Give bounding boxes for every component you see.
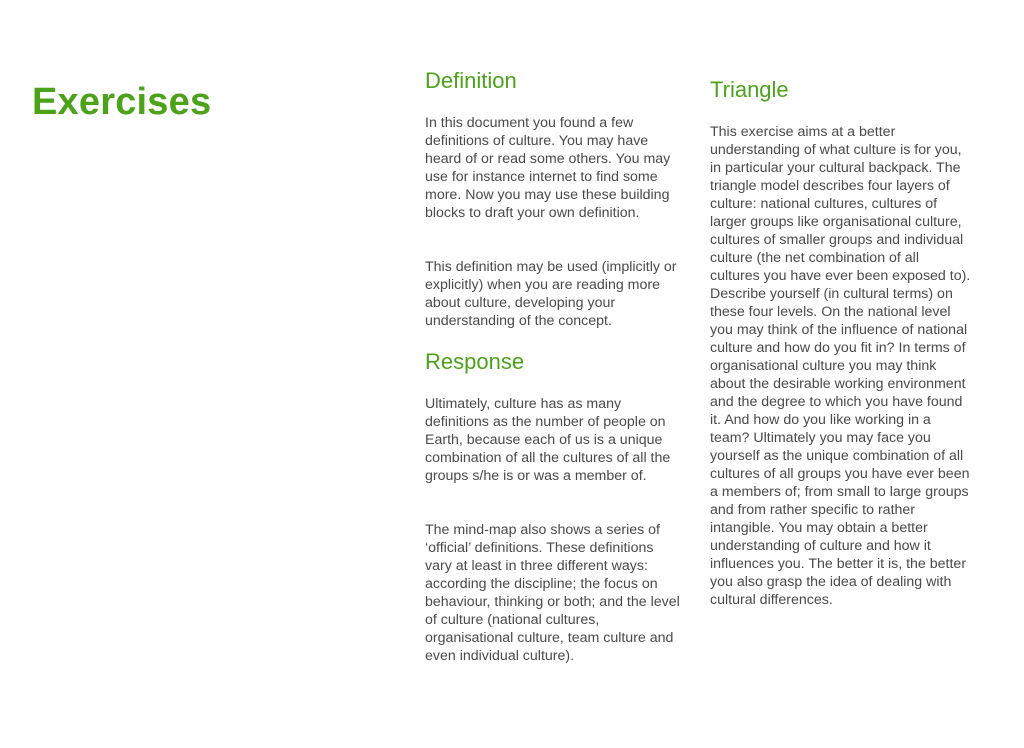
definition-paragraph-1: In this document you found a few definitions of culture. You may have heard of or read some others. You may use for instance internet to find some more. Now you may use these building blocks to draft your own definition. bbox=[425, 115, 671, 221]
triangle-paragraph: This exercise aims at a better understanding of what culture is for you, in particular your cultural backpack. The triangle model describes four layers of culture: national cultures, cultures of larger groups like organisational culture, cultures of smaller groups and individual culture (the net combination of all cultures you have ever been exposed to). Describe yourself (in cultural terms) on these four levels. On the national level you may think of the influence of national culture and how do you fit in? In terms of organisational culture you may think about the desirable working environment and the degree to which you have found it. And how do you like working in a team? Ultimately you may face you yourself as the unique combination of all cultures of all groups you have ever been a members of; from small to large groups and from rather specific to rather intangible. You may obtain a better understanding of culture and how it influences you. The better it is, the better you also grasp the idea of dealing with cultural differences. bbox=[710, 124, 971, 608]
definition-paragraph-2: This definition may be used (implicitly or explicitly) when you are reading more about culture, developing your understanding of the concept. bbox=[425, 259, 677, 329]
response-heading: Response bbox=[425, 349, 525, 374]
page-title: Exercises bbox=[32, 81, 212, 123]
triangle-heading: Triangle bbox=[710, 77, 789, 102]
response-paragraph-1: Ultimately, culture has as many definitions as the number of people on Earth, because each of us is a unique combination of all the cultures of all the groups s/he is or was a member of. bbox=[425, 396, 671, 484]
response-paragraph-2: The mind-map also shows a series of ‘official’ definitions. These definitions vary at least in three different ways: according the discipline; the focus on behaviour, thinking or both; and the level of culture (national cultures, organisational culture, team culture and even individual culture). bbox=[425, 522, 680, 664]
definition-heading: Definition bbox=[425, 68, 517, 93]
